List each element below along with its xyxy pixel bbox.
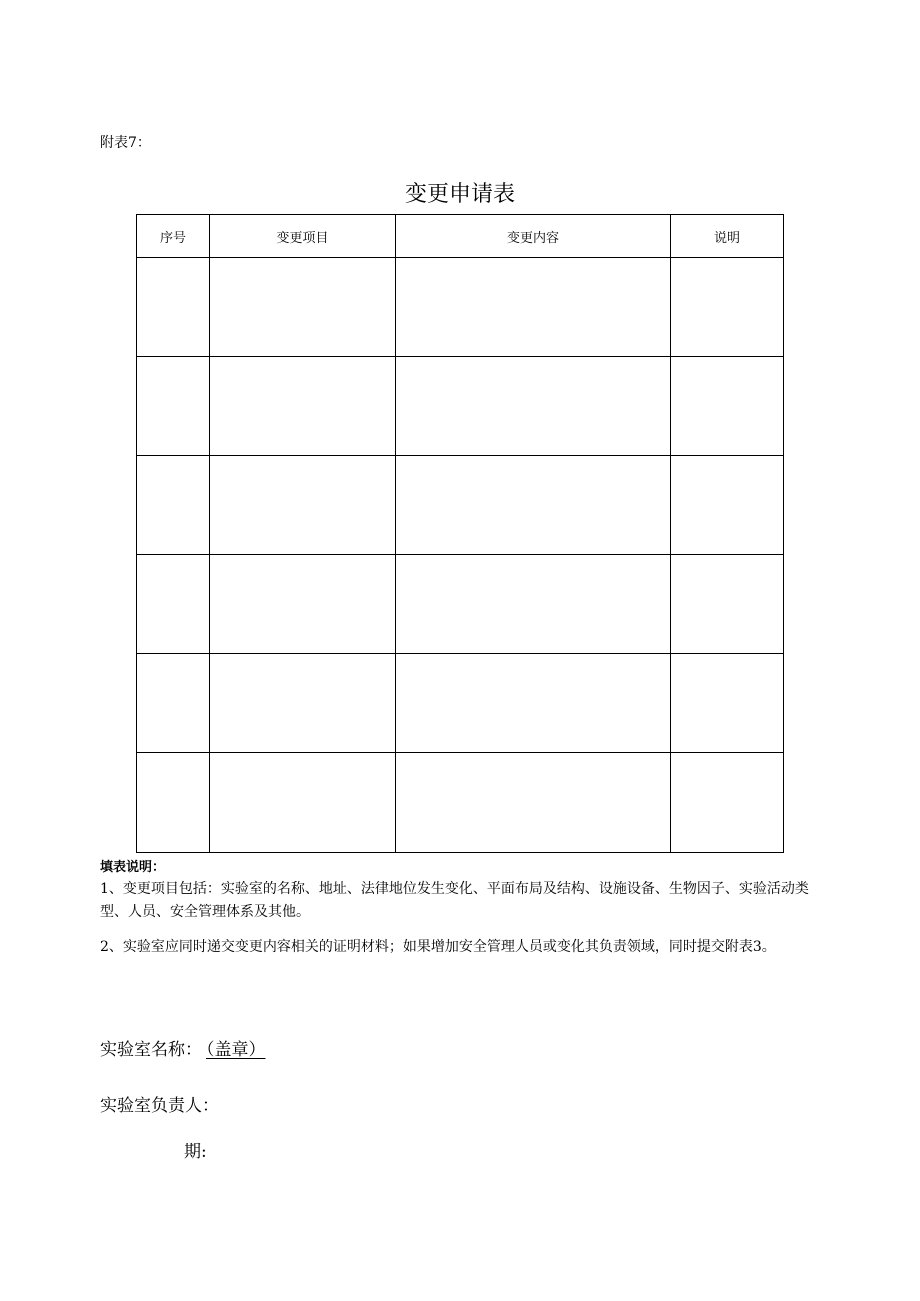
attachment-label: 附表7： (100, 135, 151, 151)
cell-remarks[interactable] (671, 654, 784, 753)
header-change-content: 变更内容 (396, 215, 671, 258)
header-serial-number: 序号 (137, 215, 210, 258)
lab-head-line (100, 1094, 219, 1118)
cell-remarks[interactable] (671, 258, 784, 357)
instruction-item-1: 1、变更项目包括：实验室的名称、地址、法律地位发生变化、平面布局及结构、设施设备、生物因子、实验活动类型、人员、安全管理体系及其他。 (100, 881, 809, 920)
cell-remarks[interactable] (671, 456, 784, 555)
cell-serial-number[interactable] (137, 654, 210, 753)
cell-change-item[interactable] (210, 555, 396, 654)
cell-serial-number[interactable] (137, 258, 210, 357)
cell-serial-number[interactable] (137, 555, 210, 654)
table-row (137, 555, 784, 654)
cell-change-item[interactable] (210, 654, 396, 753)
lab-head-label: 实验室负责人： (100, 1096, 219, 1116)
seal-field[interactable]: （盖章） (206, 1040, 266, 1060)
table-header-row (137, 215, 784, 258)
header-remarks: 说明 (671, 215, 784, 258)
table-row (137, 753, 784, 853)
filling-instructions (100, 858, 822, 959)
form-title: 变更申请表 (404, 182, 515, 207)
lab-name-line (100, 1038, 270, 1062)
date-line (184, 1140, 207, 1164)
cell-change-content[interactable] (396, 258, 671, 357)
cell-serial-number[interactable] (137, 456, 210, 555)
lab-name-label: 实验室名称： (100, 1040, 202, 1060)
table-row (137, 357, 784, 456)
cell-change-item[interactable] (210, 357, 396, 456)
cell-change-content[interactable] (396, 357, 671, 456)
cell-remarks[interactable] (671, 753, 784, 853)
date-label: 期: (184, 1142, 207, 1162)
cell-change-item[interactable] (210, 456, 396, 555)
change-request-table (136, 214, 784, 853)
table-row (137, 258, 784, 357)
table-row (137, 456, 784, 555)
cell-remarks[interactable] (671, 357, 784, 456)
cell-change-content[interactable] (396, 753, 671, 853)
instructions-heading: 填表说明： (100, 860, 166, 875)
header-change-item: 变更项目 (210, 215, 396, 258)
cell-serial-number[interactable] (137, 753, 210, 853)
cell-serial-number[interactable] (137, 357, 210, 456)
cell-change-content[interactable] (396, 456, 671, 555)
table-row (137, 654, 784, 753)
cell-change-content[interactable] (396, 555, 671, 654)
cell-remarks[interactable] (671, 555, 784, 654)
instruction-item-2: 2、实验室应同时递交变更内容相关的证明材料；如果增加安全管理人员或变化其负责领域，同时提交附表3。 (100, 939, 776, 955)
cell-change-content[interactable] (396, 654, 671, 753)
cell-change-item[interactable] (210, 258, 396, 357)
cell-change-item[interactable] (210, 753, 396, 853)
